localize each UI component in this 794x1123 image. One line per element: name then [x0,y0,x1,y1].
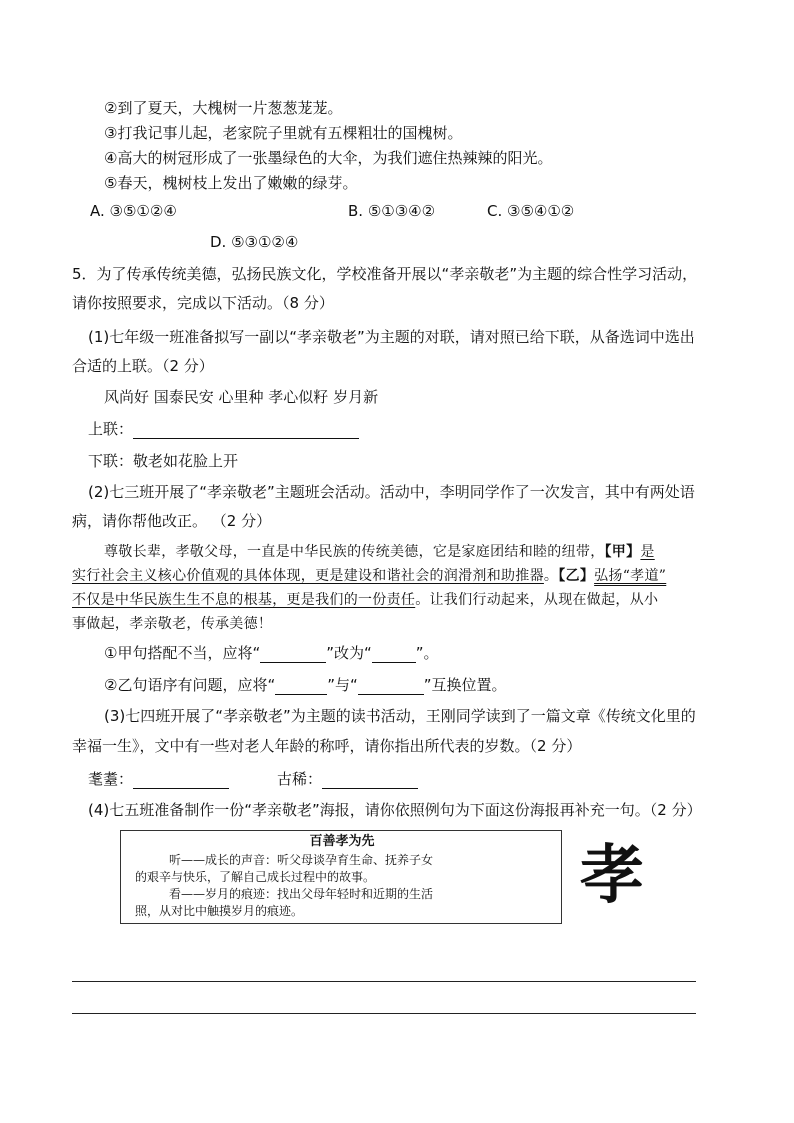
speech-text-a: 尊敬长辈，孝敬父母，一直是中华民族的传统美德，它是家庭团结和睦的纽带， [104,544,605,560]
fix-2-blank-first[interactable] [275,678,327,695]
fix-1-text-b: ”改为“ [326,644,372,662]
speech-line4: 事做起，孝亲敬老，传承美德！ [72,616,273,632]
q5-intro-line2: 请你按照要求，完成以下活动。（8 分） [72,294,334,312]
poster-box [120,830,562,924]
q4-sentence-3: ③打我记事儿起，老家院子里就有五棵粗壮的国槐树。 [104,124,463,142]
speech-text-b: 。 [543,568,559,584]
q5-intro-line1: 5．为了传承传统美德，弘扬民族文化，学校准备开展以“孝亲敬老”为主题的综合性学习活动， [72,265,698,283]
poster-title: 百善孝为先 [309,834,375,849]
q4-sentence-4: ④高大的树冠形成了一张墨绿色的大伞，为我们遮住热辣辣的阳光。 [104,149,553,167]
option-a: A. ③⑤①②④ [90,202,177,220]
speech-line3 [72,590,658,610]
p1-candidate-words: 风尚好 国泰民安 心里种 孝心似籽 岁月新 [104,388,379,406]
speech-jia-start: 是 [640,544,655,560]
speech-jia-text: 实行社会主义核心价值观的具体体现，更是建设和谐社会的润滑剂和助推器 [72,568,544,584]
fix-1-blank-to[interactable] [372,646,416,663]
fix-1-text-a: ①甲句搭配不当，应将“ [104,644,261,662]
p1-upper-couplet [88,419,359,439]
p2-line1: (2)七三班开展了“孝亲敬老”主题班会活动。活动中，李明同学作了一次发言，其中有两处语 [88,483,695,501]
fix-2 [104,675,507,695]
poster-line1: 听——成长的声音：听父母谈孕育生命、抚养子女 [169,853,434,867]
p1-upper-label: 上联： [88,420,134,438]
fix-1-text-c: ”。 [415,644,439,662]
p3-maodie-blank[interactable] [133,772,229,789]
p3-maodie-label: 耄耋： [88,770,134,788]
poster-line4: 照，从对比中触摸岁月的痕迹。 [135,904,304,918]
p3-line1: (3)七四班开展了“孝亲敬老”为主题的读书活动，王刚同学读到了一篇文章《传统文化里的 [104,707,696,725]
p4-line1: (4)七五班准备制作一份“孝亲敬老”海报，请你依照例句为下面这份海报再补充一句。（2 分） [88,801,702,819]
fix-1 [104,643,439,663]
poster-line3: 看——岁月的痕迹：找出父母年轻时和近期的生活 [169,887,434,901]
speech-yi-text: 不仅是中华民族生生不息的根基，更是我们的一份责任 [72,592,416,608]
answer-line-2[interactable] [72,1013,696,1014]
fix-2-blank-second[interactable] [358,678,424,695]
q4-sentence-2: ②到了夏天，大槐树一片葱葱茏茏。 [104,99,343,117]
fix-2-text-a: ②乙句语序有问题，应将“ [104,676,276,694]
option-c: C. ③⑤④①② [487,202,575,220]
p3-line2: 幸福一生》，文中有一些对老人年龄的称呼，请你指出所代表的岁数。（2 分） [72,737,582,755]
p2-line2: 病，请你帮他改正。 （2 分） [72,512,272,530]
poster-line2: 的艰辛与快乐，了解自己成长过程中的故事。 [135,870,376,884]
p1-lower-couplet: 下联：敬老如花脸上开 [88,452,239,470]
speech-text-c: 。让我们行动起来，从现在做起，从小 [415,592,659,608]
option-b: B. ⑤①③④② [348,202,436,220]
poster-big-character: 孝 [580,838,644,913]
speech-yi-start: 弘扬“孝道” [594,568,667,584]
answer-line-1[interactable] [72,981,696,982]
p1-line2: 合适的上联。（2 分） [72,357,214,375]
p3-guxi-label: 古稀： [277,770,323,788]
option-d: D. ⑤③①②④ [210,233,299,251]
p3-guxi-blank[interactable] [322,772,418,789]
p1-line1: (1)七年级一班准备拟写一副以“孝亲敬老”为主题的对联，请对照已给下联，从备选词中选出 [88,328,695,346]
speech-line1 [104,542,655,562]
fix-2-text-b: ”与“ [327,676,358,694]
speech-line2 [72,566,666,586]
p1-upper-answer-blank[interactable] [133,422,359,439]
p3-answers [88,769,418,789]
speech-mark-yi: 【乙】 [558,568,595,584]
q4-sentence-5: ⑤春天，槐树枝上发出了嫩嫩的绿芽。 [104,174,358,192]
fix-1-blank-from[interactable] [260,646,326,663]
speech-mark-jia: 【甲】 [604,544,641,560]
fix-2-text-c: ”互换位置。 [423,676,507,694]
